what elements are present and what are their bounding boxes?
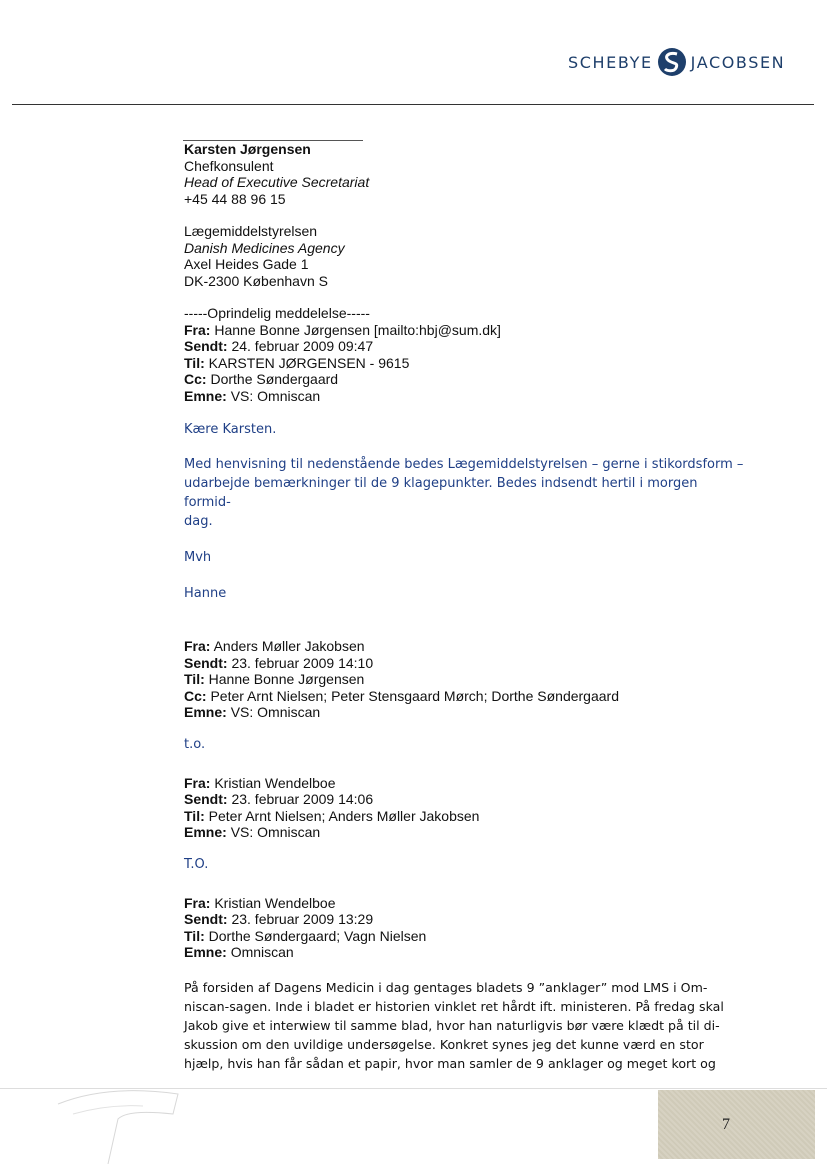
- email4-from: Kristian Wendelboe: [214, 894, 336, 911]
- email3-to-row: [184, 808, 744, 825]
- signature-title-da: Chefkonsulent: [184, 157, 274, 174]
- email4-sent: 23. februar 2009 13:29: [231, 911, 374, 927]
- logo-text-left: SCHEBYE: [568, 52, 653, 72]
- email2-from-row: [184, 638, 744, 655]
- from-label: Fra:: [184, 638, 211, 654]
- email1-cc-row: [184, 371, 744, 388]
- email3-sent-row: [184, 791, 744, 808]
- sent-label: Sendt:: [184, 911, 228, 927]
- email3-subject: VS: Omniscan: [230, 824, 321, 840]
- email1-closing: Mvh: [184, 550, 212, 565]
- email1-to: KARSTEN JØRGENSEN - 9615: [208, 354, 410, 371]
- email2-sent: 23. februar 2009 14:10: [231, 654, 374, 671]
- email1-from: Hanne Bonne Jørgensen [mailto:hbj@sum.dk]: [214, 321, 501, 338]
- email2-to: Hanne Bonne Jørgensen: [208, 671, 365, 687]
- email1-body-line-1: Med henvisning til nedenstående bedes Lægemiddelstyrelsen – gerne i stikordsform –: [184, 457, 744, 472]
- email4-subject-row: [184, 944, 744, 961]
- page-stamp: [658, 1090, 815, 1159]
- email2-note: t.o.: [184, 736, 206, 752]
- email1-greeting: Kære Karsten.: [184, 422, 277, 437]
- original-message-marker: -----Oprindelig meddelelse-----: [184, 305, 370, 321]
- email2-cc-row: [184, 688, 744, 705]
- email3-from: Kristian Wendelboe: [214, 774, 336, 791]
- email2-to-row: [184, 671, 744, 688]
- sent-label: Sendt:: [184, 791, 228, 807]
- email2-cc: Peter Arnt Nielsen; Peter Stensgaard Mørch; Dorthe Søndergaard: [210, 687, 619, 704]
- from-label: Fra:: [184, 894, 211, 911]
- email4-subject: Omniscan: [230, 944, 294, 960]
- to-label: Til:: [184, 927, 205, 944]
- email3-subject-row: [184, 824, 744, 841]
- email4-to: Dorthe Søndergaard; Vagn Nielsen: [208, 927, 427, 944]
- sent-label: Sendt:: [184, 654, 228, 671]
- company-logo: [568, 44, 785, 80]
- email1-cc: Dorthe Søndergaard: [210, 371, 339, 387]
- email4-from-row: [184, 895, 744, 912]
- email2-subject-row: [184, 704, 744, 721]
- email4-sent-row: [184, 911, 744, 928]
- email2-subject: VS: Omniscan: [230, 704, 321, 720]
- signature-address-1: Axel Heides Gade 1: [184, 256, 309, 272]
- from-label: Fra:: [184, 774, 211, 791]
- email2-sent-row: [184, 655, 744, 672]
- logo-text-right: JACOBSEN: [690, 52, 786, 72]
- signature-name: Karsten Jørgensen: [184, 141, 311, 157]
- email3-sent: 23. februar 2009 14:06: [231, 791, 374, 807]
- signature-org-en: Danish Medicines Agency: [184, 239, 345, 256]
- signature-title-en: Head of Executive Secretariat: [184, 174, 370, 190]
- signature-org-da: Lægemiddelstyrelsen: [184, 223, 318, 239]
- subject-label: Emne:: [184, 704, 227, 720]
- from-label: Fra:: [184, 321, 211, 338]
- email3-to: Peter Arnt Nielsen; Anders Møller Jakobsen: [208, 807, 480, 824]
- email4-body-line-2: niscan-sagen. Inde i bladet er historien vinklet ret hårdt ift. ministeren. På fredag skal: [184, 998, 724, 1014]
- subject-label: Emne:: [184, 944, 227, 960]
- signature-phone: +45 44 88 96 15: [184, 190, 286, 207]
- email4-body-line-1: På forsiden af Dagens Medicin i dag gentages bladets 9 ”anklager” mod LMS i Om-: [184, 979, 708, 995]
- email4-body-line-5: hjælp, hvis han får sådan et papir, hvor man samler de 9 anklager og meget kort og: [184, 1055, 716, 1071]
- email3-note: T.O.: [184, 856, 209, 872]
- email1-from-row: [184, 322, 744, 339]
- page-number: 7: [722, 1116, 730, 1133]
- subject-label: Emne:: [184, 387, 227, 404]
- email1-body-line-3: dag.: [184, 514, 213, 529]
- subject-label: Emne:: [184, 824, 227, 840]
- watermark-icon: [48, 1084, 188, 1164]
- to-label: Til:: [184, 807, 205, 824]
- email1-body-line-2: udarbejde bemærkninger til de 9 klagepunkter. Bedes indsendt hertil i morgen formid-: [184, 476, 698, 510]
- email4-to-row: [184, 928, 744, 945]
- signature-address-2: DK-2300 København S: [184, 272, 328, 289]
- email1-to-row: [184, 355, 744, 372]
- document-body: [184, 141, 744, 1073]
- cc-label: Cc:: [184, 371, 207, 387]
- email1-sender: Hanne: [184, 586, 227, 601]
- logo-s-mark-icon: [657, 46, 687, 78]
- email2-from: Anders Møller Jakobsen: [213, 638, 365, 654]
- to-label: Til:: [184, 671, 205, 687]
- email1-subject: VS: Omniscan: [230, 387, 321, 404]
- sent-label: Sendt:: [184, 338, 228, 354]
- to-label: Til:: [184, 354, 205, 371]
- email4-body-line-3: Jakob give et interwiew til samme blad, hvor han naturligvis bør være klædt på til di-: [184, 1017, 720, 1033]
- cc-label: Cc:: [184, 687, 207, 704]
- email1-sent: 24. februar 2009 09:47: [231, 338, 374, 354]
- email1-subject-row: [184, 388, 744, 405]
- email3-from-row: [184, 775, 744, 792]
- header-divider: [12, 104, 814, 105]
- email4-body-line-4: skussion om den uvildige undersøgelse. Konkret synes jeg det kunne værd en stor: [184, 1036, 704, 1052]
- email1-sent-row: [184, 338, 744, 355]
